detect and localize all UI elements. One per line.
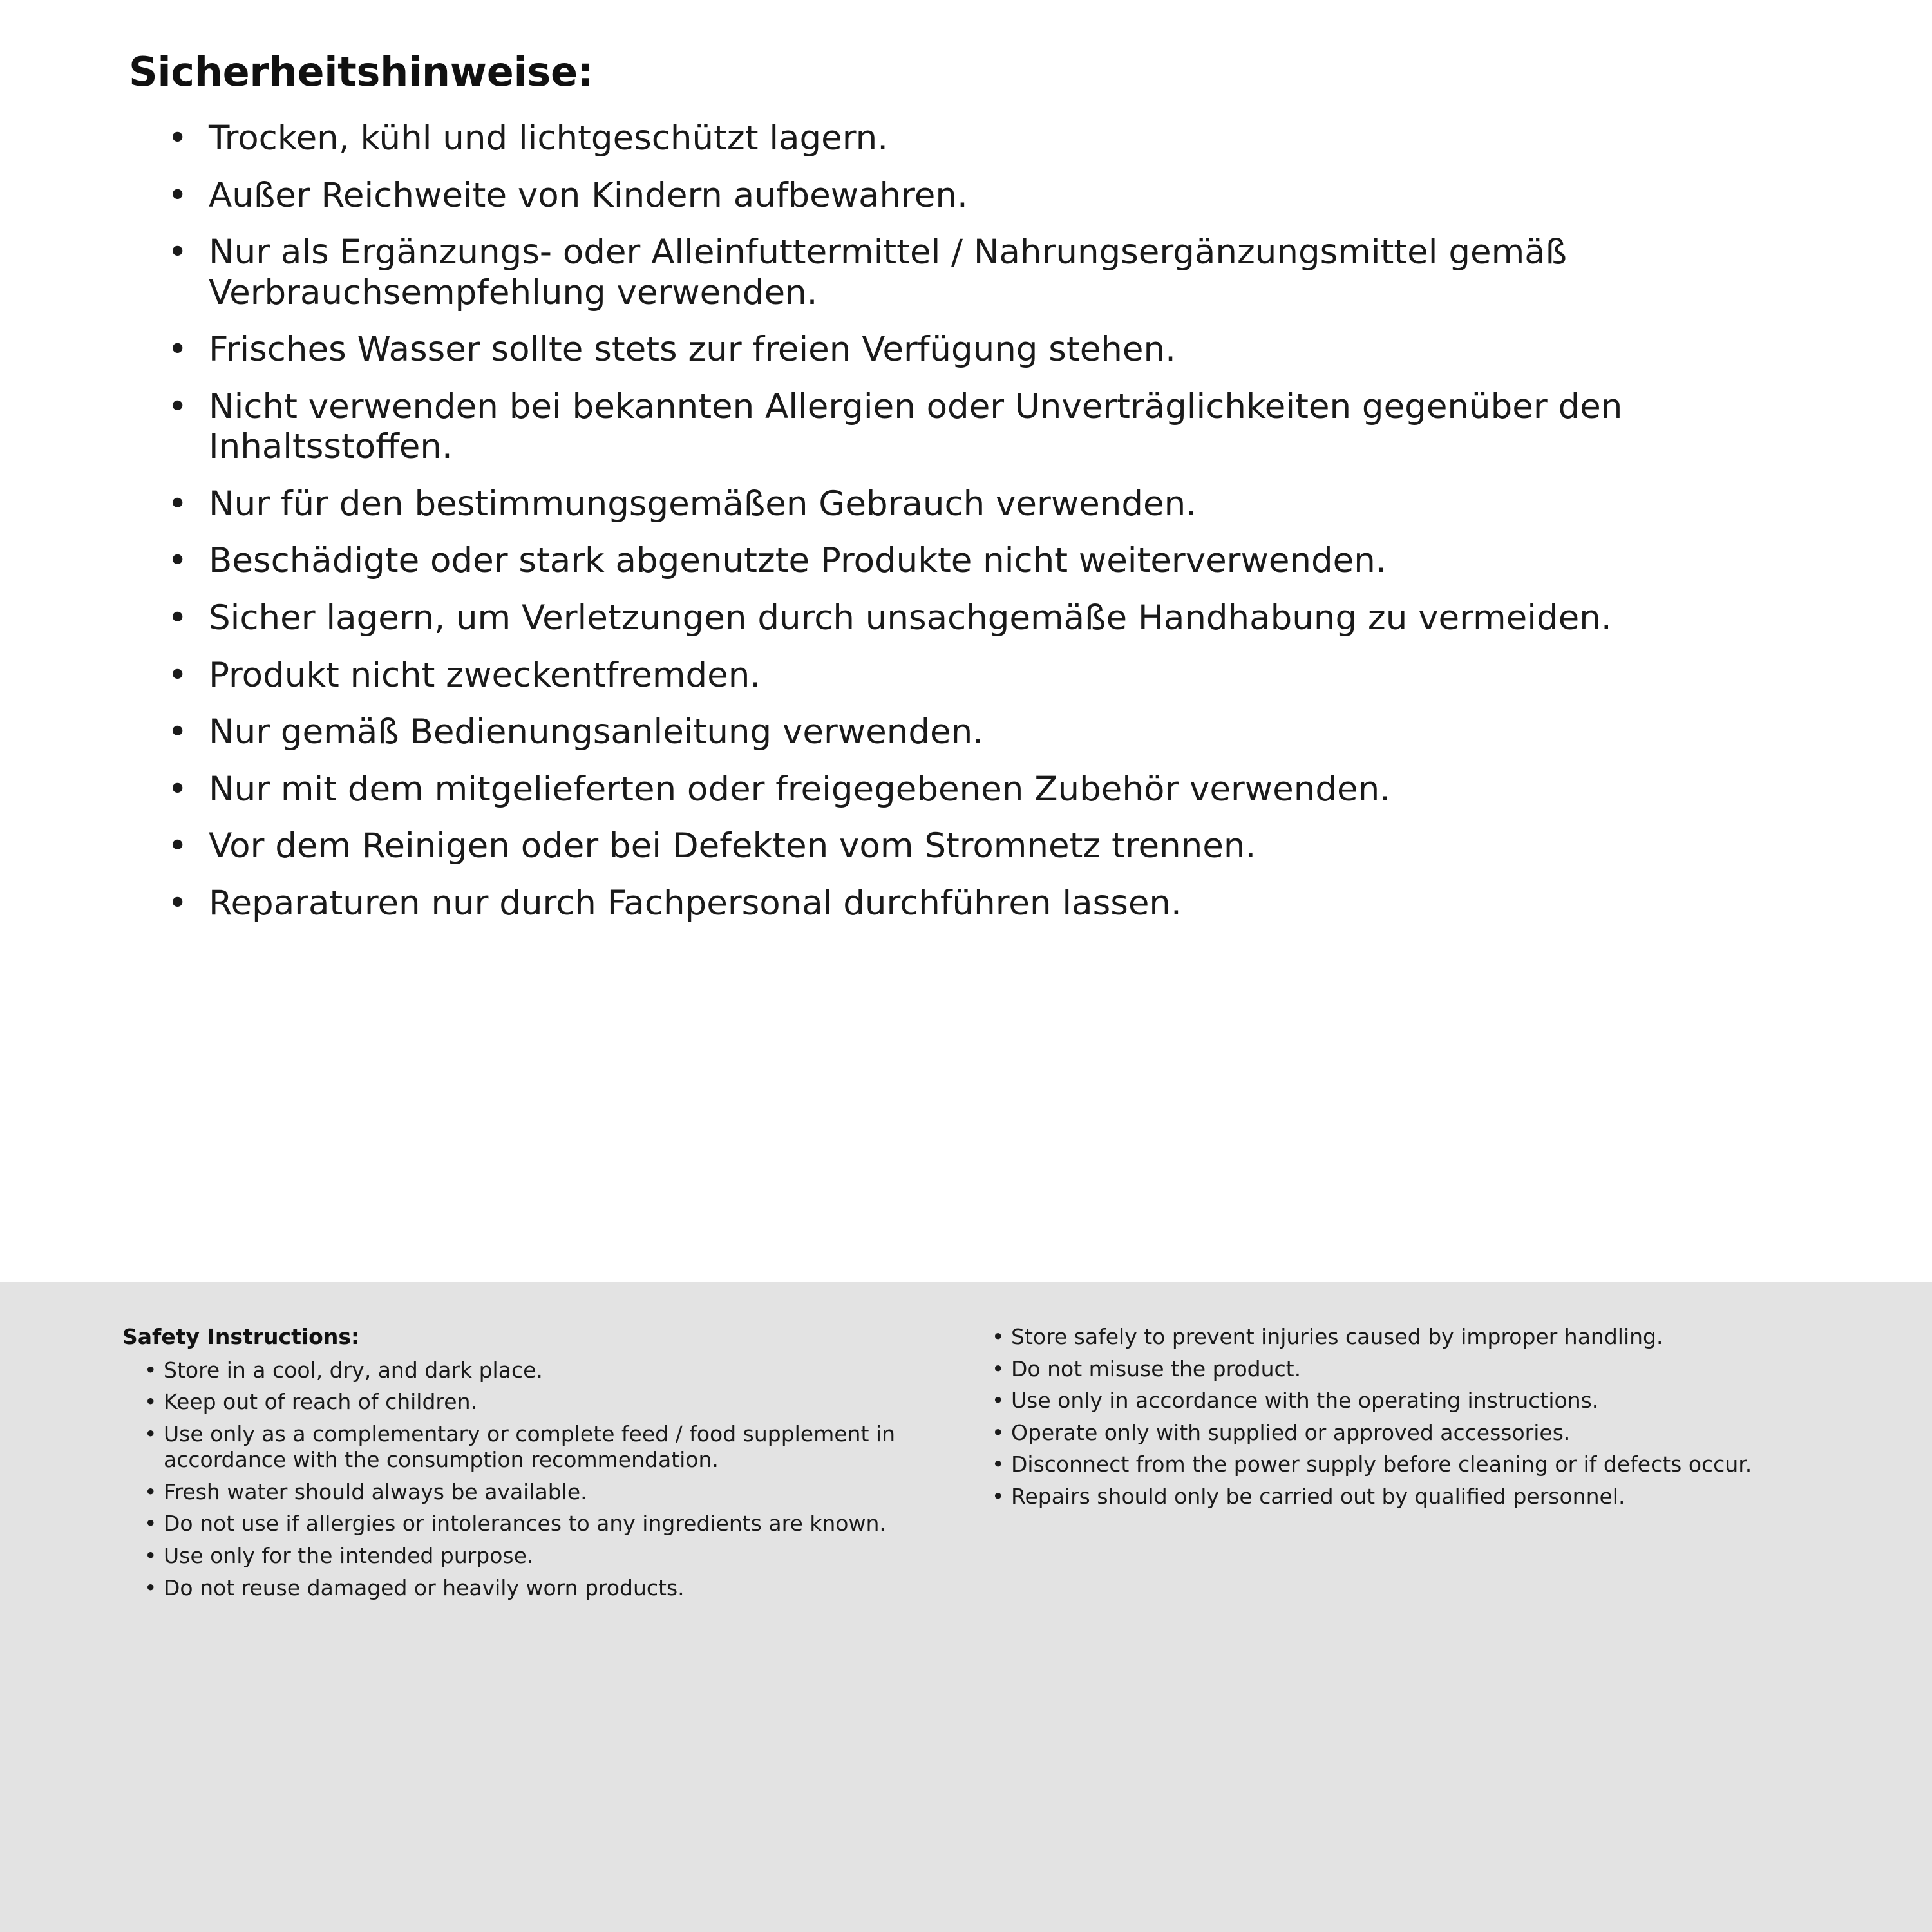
bullet-icon: • <box>144 1421 157 1446</box>
english-safety-list-right <box>992 1324 1790 1510</box>
bullet-icon: • <box>167 484 188 524</box>
list-item <box>144 1511 921 1537</box>
english-section-title: Safety Instructions: <box>122 1324 360 1349</box>
bullet-icon: • <box>167 232 188 272</box>
bullet-icon: • <box>144 1543 157 1569</box>
bullet-icon: • <box>167 712 188 752</box>
bullet-icon: • <box>144 1479 157 1504</box>
list-item-text: Frisches Wasser sollte stets zur freien Verfügung stehen. <box>209 330 1176 370</box>
list-item <box>144 1479 921 1506</box>
list-item <box>167 770 1855 810</box>
list-item-text: Operate only with supplied or approved accessories. <box>1011 1419 1571 1445</box>
list-item-text: Do not misuse the product. <box>1011 1356 1302 1381</box>
list-item <box>167 387 1855 468</box>
list-item-text: Use only as a complementary or complete feed / food supplement in accordance with the consumption recommendation. <box>164 1421 895 1473</box>
list-item <box>167 598 1855 639</box>
german-section-title: Sicherheitshinweise: <box>129 48 594 95</box>
list-item-text: Nur als Ergänzungs- oder Alleinfuttermittel / Nahrungsergänzungsmittel gemäß Verbrauchsempfehlung verwenden. <box>209 232 1567 312</box>
list-item-text: Store safely to prevent injuries caused by improper handling. <box>1011 1324 1663 1349</box>
english-safety-section <box>0 1282 1932 1932</box>
list-item-text: Nur mit dem mitgelieferten oder freigegebenen Zubehör verwenden. <box>209 769 1391 809</box>
list-item-text: Trocken, kühl und lichtgeschützt lagern. <box>209 118 889 158</box>
list-item <box>144 1575 921 1602</box>
list-item <box>167 484 1855 525</box>
list-item-text: Sicher lagern, um Verletzungen durch unsachgemäße Handhabung zu vermeiden. <box>209 598 1612 638</box>
bullet-icon: • <box>167 883 188 923</box>
list-item <box>167 176 1855 216</box>
list-item <box>144 1358 921 1384</box>
list-item <box>167 712 1855 753</box>
list-item <box>992 1356 1790 1383</box>
list-item <box>167 656 1855 696</box>
list-item <box>144 1421 921 1473</box>
list-item-text: Nur für den bestimmungsgemäßen Gebrauch verwenden. <box>209 484 1197 524</box>
list-item <box>144 1543 921 1569</box>
list-item <box>167 826 1855 867</box>
bullet-icon: • <box>992 1324 1005 1349</box>
english-left-column <box>122 1324 921 1607</box>
bullet-icon: • <box>992 1356 1005 1381</box>
bullet-icon: • <box>992 1452 1005 1477</box>
list-item-text: Beschädigte oder stark abgenutzte Produkte nicht weiterverwenden. <box>209 541 1387 581</box>
list-item <box>992 1420 1790 1446</box>
list-item-text: Use only for the intended purpose. <box>164 1543 534 1569</box>
list-item <box>167 541 1855 582</box>
list-item <box>992 1452 1790 1478</box>
bullet-icon: • <box>167 826 188 866</box>
list-item-text: Produkt nicht zweckentfremden. <box>209 655 761 695</box>
bullet-icon: • <box>144 1575 157 1600</box>
bullet-icon: • <box>144 1357 157 1383</box>
list-item-text: Keep out of reach of children. <box>164 1389 477 1415</box>
list-item-text: Außer Reichweite von Kindern aufbewahren. <box>209 175 968 215</box>
bullet-icon: • <box>167 655 188 695</box>
list-item <box>167 118 1855 159</box>
bullet-icon: • <box>167 598 188 638</box>
bullet-icon: • <box>167 541 188 581</box>
list-item-text: Do not reuse damaged or heavily worn products. <box>164 1575 685 1600</box>
bullet-icon: • <box>167 386 188 426</box>
list-item-text: Use only in accordance with the operating instructions. <box>1011 1388 1599 1414</box>
list-item-text: Store in a cool, dry, and dark place. <box>164 1357 543 1383</box>
list-item <box>167 232 1855 313</box>
bullet-icon: • <box>167 769 188 809</box>
list-item <box>992 1388 1790 1414</box>
bullet-icon: • <box>144 1511 157 1537</box>
list-item <box>992 1324 1790 1350</box>
english-right-column <box>992 1324 1790 1515</box>
german-safety-list <box>129 118 1855 923</box>
list-item-text: Reparaturen nur durch Fachpersonal durchführen lassen. <box>209 883 1182 923</box>
bullet-icon: • <box>992 1483 1005 1509</box>
list-item <box>167 884 1855 924</box>
bullet-icon: • <box>167 118 188 158</box>
list-item-text: Fresh water should always be available. <box>164 1479 587 1504</box>
bullet-icon: • <box>992 1388 1005 1414</box>
list-item-text: Disconnect from the power supply before cleaning or if defects occur. <box>1011 1452 1752 1477</box>
bullet-icon: • <box>992 1419 1005 1445</box>
bullet-icon: • <box>167 330 188 370</box>
list-item-text: Nur gemäß Bedienungsanleitung verwenden. <box>209 712 984 752</box>
bullet-icon: • <box>144 1389 157 1415</box>
english-safety-list-left <box>122 1358 921 1602</box>
bullet-icon: • <box>167 175 188 215</box>
list-item-text: Repairs should only be carried out by qualified personnel. <box>1011 1483 1625 1509</box>
list-item-text: Nicht verwenden bei bekannten Allergien oder Unverträglichkeiten gegenüber den Inhaltsstoffen. <box>209 386 1623 467</box>
list-item <box>167 330 1855 370</box>
list-item <box>992 1484 1790 1510</box>
english-columns <box>122 1324 1835 1607</box>
list-item-text: Vor dem Reinigen oder bei Defekten vom Stromnetz trennen. <box>209 826 1256 866</box>
list-item-text: Do not use if allergies or intolerances to any ingredients are known. <box>164 1511 886 1537</box>
list-item <box>144 1389 921 1416</box>
